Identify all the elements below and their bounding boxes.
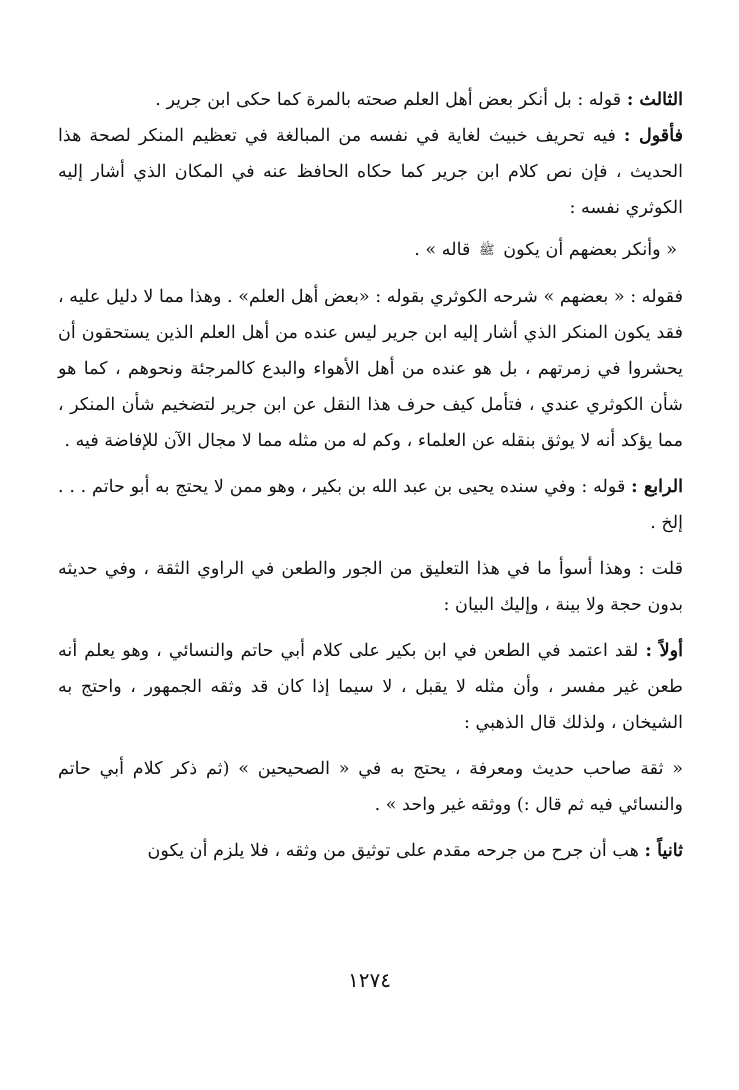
paragraph-qultu: [58, 551, 683, 623]
paragraph-text: قوله : وفي سنده يحيى بن عبد الله بن بكير ، وهو ممن لا يحتج به أبو حاتم . . . إلخ .: [58, 477, 683, 533]
page-body: [58, 82, 683, 869]
paragraph-label: أولاً :: [645, 640, 683, 661]
pbuh-ligature: ﷺ: [478, 243, 495, 258]
paragraph-text: فيه تحريف خبيث لغاية في نفسه من المبالغة في تعظيم المنكر لصحة هذا الحديث ، فإن نص كلام ابن جرير كما حكاه الحافظ عنه في المكان الذي أشار إليه الكوثري نفسه :: [58, 126, 683, 218]
quote-ibn-jarir: [58, 232, 683, 269]
paragraph-second: [58, 833, 683, 869]
paragraph-text: فقوله : « بعضهم » شرحه الكوثري بقوله : «بعض أهل العلم» . وهذا مما لا دليل عليه ، فقد يكون المنكر الذي أشار إليه ابن جرير ليس عنده من أهل العلم الذين يستحقون أن يحشروا في زمرتهم ، بل هو عنده من أهل الأهواء والبدع كالمرجئة ونحوهم ، كما هو شأن الكوثري عندي ، فتأمل كيف حرف هذا النقل عن ابن جرير لتضخيم شأن المنكر ، مما يؤكد أنه لا يوثق بنقله عن العلماء ، وكم له من مثله مما لا مجال الآن للإفاضة فيه .: [58, 287, 683, 451]
paragraph-faqawluh: [58, 279, 683, 459]
quote-dhahabi: [58, 751, 683, 823]
paragraph-text: قلت : وهذا أسوأ ما في هذا التعليق من الجور والطعن في الراوي الثقة ، وفي حديثه بدون حجة ولا بينة ، وإليك البيان :: [58, 559, 683, 615]
paragraph-label: الرابع :: [631, 476, 683, 497]
paragraph-third: [58, 82, 683, 118]
paragraph-text: قوله : بل أنكر بعض أهل العلم صحته بالمرة كما حكى ابن جرير .: [155, 90, 627, 110]
page-number: ١٢٧٤: [348, 968, 391, 992]
quote-text-end: قاله » .: [414, 240, 471, 260]
paragraph-faqul: [58, 118, 683, 226]
paragraph-text: لقد اعتمد في الطعن في ابن بكير على كلام أبي حاتم والنسائي ، وهو يعلم أنه طعن غير مفسر ، وأن مثله لا يقبل ، لا سيما إذا كان قد وثقه الجمهور ، واحتج به الشيخان ، ولذلك قال الذهبي :: [58, 641, 683, 733]
paragraph-first: [58, 633, 683, 741]
paragraph-text: هب أن جرح من جرحه مقدم على توثيق من وثقه ، فلا يلزم أن يكون: [147, 841, 645, 861]
paragraph-text: « ثقة صاحب حديث ومعرفة ، يحتج به في « الصحيحين » (ثم ذكر كلام أبي حاتم والنسائي فيه ثم قال :) ووثقه غير واحد » .: [58, 759, 683, 815]
paragraph-label: فأقول :: [623, 125, 683, 146]
paragraph-label: الثالث :: [626, 89, 683, 110]
paragraph-label: ثانياً :: [644, 840, 683, 861]
quote-text: « وأنكر بعضهم أن يكون: [503, 240, 677, 260]
paragraph-fourth: [58, 469, 683, 541]
